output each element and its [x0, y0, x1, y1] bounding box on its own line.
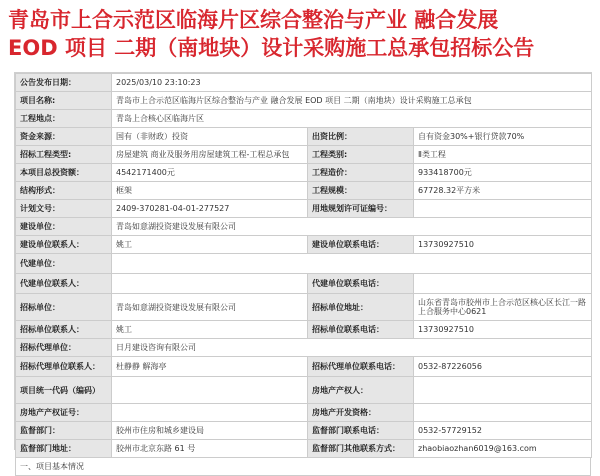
- table-row: [16, 254, 592, 274]
- value-project-scale: 67728.32平方米: [414, 182, 592, 200]
- table-row: [16, 236, 592, 254]
- table-row: [16, 218, 592, 236]
- project-info-table: [15, 73, 592, 458]
- value-property-owner: [414, 377, 592, 404]
- value-publish-date: 2025/03/10 23:10:23: [112, 74, 592, 92]
- value-project-location: 青岛上合核心区临海片区: [112, 110, 592, 128]
- announcement-sheet: [14, 72, 592, 471]
- label-construction-unit: 建设单位：: [16, 218, 112, 236]
- label-agency-contact: 招标代理单位联系人：: [16, 357, 112, 377]
- label-fund-ratio: 出资比例：: [308, 128, 414, 146]
- value-plan-number: 2409-370281-04-01-277527: [112, 200, 308, 218]
- value-agent-unit: [112, 254, 592, 274]
- value-supervisor-email[interactable]: zhaobiaozhan6019@163.com: [414, 440, 592, 458]
- label-supervisor-other-contact: 监督部门其他联系方式：: [308, 440, 414, 458]
- value-supervisor-address: 胶州市北京东路 61 号: [112, 440, 308, 458]
- value-fund-source: 国有（非财政）投资: [112, 128, 308, 146]
- label-project-scale: 工程规模：: [308, 182, 414, 200]
- label-agency-phone: 招标代理单位联系电话：: [308, 357, 414, 377]
- value-property-cert: [112, 404, 308, 422]
- label-supervisor-address: 监督部门地址：: [16, 440, 112, 458]
- label-tender-phone: 招标单位联系电话：: [308, 321, 414, 339]
- label-project-location: 工程地点：: [16, 110, 112, 128]
- value-total-investment: 4542171400元: [112, 164, 308, 182]
- label-tender-type: 招标工程类型:: [16, 146, 112, 164]
- value-supervisor: 胶州市住房和城乡建设局: [112, 422, 308, 440]
- label-tender-unit: 招标单位：: [16, 294, 112, 321]
- value-tender-address: 山东省青岛市胶州市上合示范区核心区长江一路上合服务中心0621: [414, 294, 592, 321]
- value-construction-unit: 青岛如意湖投资建设发展有限公司: [112, 218, 592, 236]
- value-tender-contact: 姚工: [112, 321, 308, 339]
- value-tender-agency: 日月建设咨询有限公司: [112, 339, 592, 357]
- table-row: [16, 146, 592, 164]
- value-tender-unit: 青岛如意湖投资建设发展有限公司: [112, 294, 308, 321]
- table-row: [16, 92, 592, 110]
- table-row: [16, 339, 592, 357]
- table-row: [16, 110, 592, 128]
- label-project-category: 工程类别:: [308, 146, 414, 164]
- table-row: [16, 164, 592, 182]
- table-row: [16, 422, 592, 440]
- label-supervisor-phone: 监督部门联系电话：: [308, 422, 414, 440]
- table-row: [16, 274, 592, 294]
- value-agency-phone: 0532-87226056: [414, 357, 592, 377]
- table-row: [16, 200, 592, 218]
- label-plan-number: 计划文号：: [16, 200, 112, 218]
- label-publish-date: 公告发布日期：: [16, 74, 112, 92]
- page-title-line2: EOD 项目 二期（南地块）设计采购施工总承包招标公告: [8, 36, 535, 60]
- table-row: [16, 404, 592, 422]
- table-row: [16, 321, 592, 339]
- value-land-permit: [414, 200, 592, 218]
- label-supervisor: 监督部门：: [16, 422, 112, 440]
- table-row: [16, 357, 592, 377]
- label-fund-source: 资金来源：: [16, 128, 112, 146]
- label-total-investment: 本项目总投资额：: [16, 164, 112, 182]
- table-row: [16, 182, 592, 200]
- table-row: [16, 74, 592, 92]
- label-tender-contact: 招标单位联系人：: [16, 321, 112, 339]
- label-tender-address: 招标单位地址：: [308, 294, 414, 321]
- value-agent-phone: [414, 274, 592, 294]
- value-construction-phone: 13730927510: [414, 236, 592, 254]
- label-property-cert: 房地产产权证号：: [16, 404, 112, 422]
- value-tender-type: 房屋建筑 商业及服务用房屋建筑工程-工程总承包: [112, 146, 308, 164]
- value-project-category: Ⅱ类工程: [414, 146, 592, 164]
- label-agent-phone: 代建单位联系电话：: [308, 274, 414, 294]
- value-project-cost: 933418700元: [414, 164, 592, 182]
- value-supervisor-phone: 0532-57729152: [414, 422, 592, 440]
- value-structure-type: 框架: [112, 182, 308, 200]
- label-construction-contact: 建设单位联系人：: [16, 236, 112, 254]
- value-tender-phone: 13730927510: [414, 321, 592, 339]
- table-row: [16, 294, 592, 321]
- label-project-code: 项目统一代码（编码）: [16, 377, 112, 404]
- value-project-code: [112, 377, 308, 404]
- table-row: [16, 128, 592, 146]
- label-agent-contact: 代建单位联系人：: [16, 274, 112, 294]
- label-land-permit: 用地规划许可证编号：: [308, 200, 414, 218]
- label-developer-qualification: 房地产开发资格：: [308, 404, 414, 422]
- label-construction-phone: 建设单位联系电话：: [308, 236, 414, 254]
- value-agent-contact: [112, 274, 308, 294]
- label-property-owner: 房地产产权人：: [308, 377, 414, 404]
- value-fund-ratio: 自有资金30%+银行贷款70%: [414, 128, 592, 146]
- label-project-cost: 工程造价：: [308, 164, 414, 182]
- value-project-name: 青岛市上合示范区临海片区综合整治与产业 融合发展 EOD 项目 二期（南地块）设计采购施工总承包: [112, 92, 592, 110]
- label-tender-agency: 招标代理单位：: [16, 339, 112, 357]
- value-developer-qualification: [414, 404, 592, 422]
- table-row: [16, 440, 592, 458]
- value-construction-contact: 姚工: [112, 236, 308, 254]
- label-structure-type: 结构形式：: [16, 182, 112, 200]
- table-row: [16, 377, 592, 404]
- value-agency-contact: 杜静静 解海亭: [112, 357, 308, 377]
- label-project-name: 项目名称:: [16, 92, 112, 110]
- section-heading: 一、项目基本情况: [15, 458, 591, 476]
- page-title-line1: 青岛市上合示范区临海片区综合整治与产业 融合发展: [8, 8, 499, 32]
- label-agent-unit: 代建单位：: [16, 254, 112, 274]
- page-title: [8, 6, 596, 62]
